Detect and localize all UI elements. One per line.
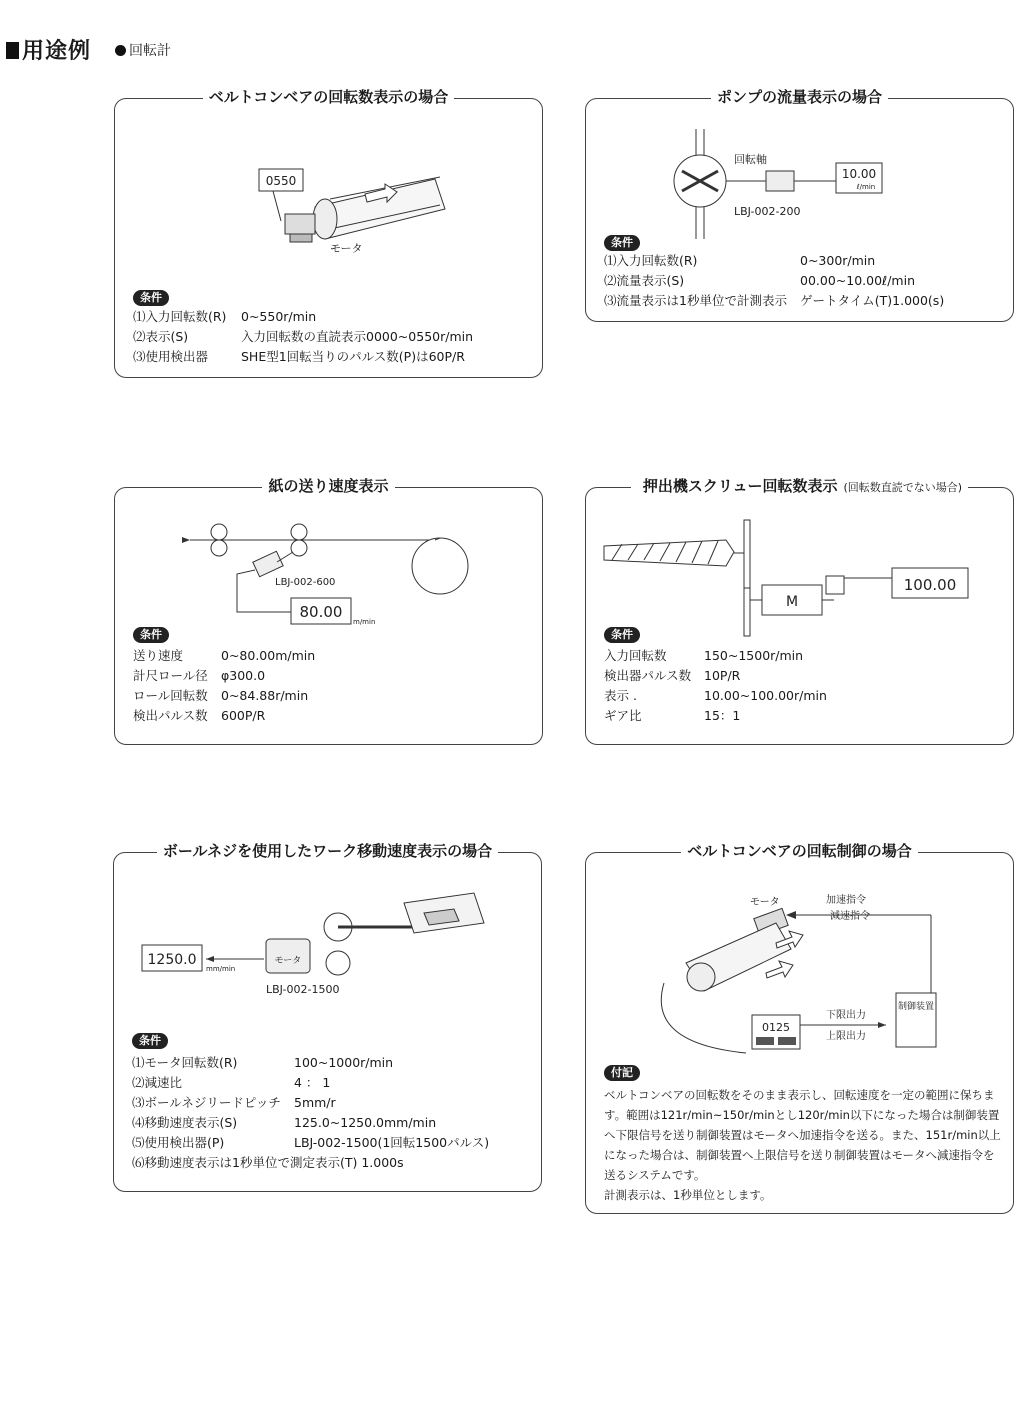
work-speed-display-value: 1250.0 <box>147 952 197 968</box>
lower-limit-output-label: 下限出力 <box>826 1010 866 1021</box>
upper-limit-output-label: 上限出力 <box>826 1031 866 1042</box>
condition-badge: 条件 <box>133 290 169 306</box>
panel-title: 押出機スクリュー回転数表示 <box>637 477 844 495</box>
condition-row: ⑸使用検出器(P) LBJ-002-1500(1回転1500パルス) <box>132 1135 490 1150</box>
condition-row: ⑶流量表示は1秒単位で計測表示 ゲートタイム(T)1.000(s) <box>604 293 945 308</box>
condition-row: ⑴入力回転数(R) 0~550r/min <box>133 309 317 324</box>
panel-title: ベルトコンベアの回転数表示の場合 <box>203 88 454 106</box>
condition-row: ⑹移動速度表示は1秒単位で測定表示(T) 1.000s <box>132 1155 404 1170</box>
motor-label: モータ <box>330 242 363 255</box>
condition-row: 検出器パルス数 10P/R <box>604 668 741 683</box>
panel-ball-screw-speed <box>113 842 542 1192</box>
condition-badge: 条件 <box>132 1033 168 1049</box>
decel-command-label: 減速指令 <box>830 911 870 922</box>
motor-label: モータ <box>750 897 780 908</box>
motor-symbol: M <box>785 594 799 610</box>
condition-list <box>133 307 473 367</box>
condition-row: ⑷移動速度表示(S) 125.0~1250.0mm/min <box>132 1115 437 1130</box>
condition-row: ⑴モータ回転数(R) 100~1000r/min <box>132 1055 394 1070</box>
panel-title: 紙の送り速度表示 <box>262 477 394 495</box>
panel-title-note: (回転数直読でない場合) <box>843 481 963 494</box>
panel-title: ポンプの流量表示の場合 <box>711 88 888 106</box>
note-text: ベルトコンベアの回転数をそのまま表示し、回転速度を一定の範囲に保ちます。範囲は121r/min~150r/minとし120r/min以下になった場合は制御装置へ下限信号を送り制御装置はモータへ加速指令を送る。また、151r/min以上になった場合は、制御装置へ上限信号を送り制御装置はモータへ減速指令を送るシステムです。 計測表示は、1秒単位とします。 <box>604 1088 1001 1202</box>
counter-display-value: 0550 <box>265 174 297 188</box>
motor-label: モータ <box>274 956 302 966</box>
rpm-display-value: 100.00 <box>903 576 957 594</box>
panel-pump-flow <box>585 88 1014 322</box>
condition-row: ⑵表示(S) 入力回転数の直読表示0000~0550r/min <box>133 329 474 344</box>
condition-row: 検出パルス数 600P/R <box>133 708 266 723</box>
condition-row: ⑶使用検出器 SHE型1回転当りのパルス数(P)は60P/R <box>133 349 465 364</box>
panel-title: ボールネジを使用したワーク移動速度表示の場合 <box>157 842 498 860</box>
condition-badge: 条件 <box>604 627 640 643</box>
flow-display-value: 10.00 <box>841 167 877 181</box>
condition-row: 入力回転数 150~1500r/min <box>604 648 804 663</box>
condition-badge: 条件 <box>133 627 169 643</box>
detector-model: LBJ-002-1500 <box>266 983 340 996</box>
condition-row: ⑴入力回転数(R) 0~300r/min <box>604 253 876 268</box>
condition-row: ロール回転数 0~84.88r/min <box>133 688 309 703</box>
condition-list <box>604 646 827 726</box>
detector-model: LBJ-002-600 <box>275 577 336 588</box>
speed-display-value: 80.00 <box>299 603 343 621</box>
condition-list <box>604 251 944 311</box>
flow-unit: ℓ/min <box>856 183 876 191</box>
condition-row: 送り速度 0~80.00m/min <box>133 648 316 663</box>
accel-command-label: 加速指令 <box>826 895 866 906</box>
section-subtitle: 回転計 <box>115 40 171 60</box>
panel-extruder-screw <box>585 477 1014 745</box>
panel-belt-rotation-control <box>585 842 1014 1214</box>
condition-row: 計尺ロール径 φ300.0 <box>133 668 266 683</box>
rpm-display-value: 0125 <box>762 1021 790 1034</box>
condition-list <box>133 646 315 726</box>
work-speed-unit: mm/min <box>206 965 236 973</box>
panel-title: ベルトコンベアの回転制御の場合 <box>681 842 917 860</box>
condition-badge: 条件 <box>604 235 640 251</box>
condition-row: ⑵減速比 4 ： 1 <box>132 1075 331 1090</box>
speed-unit: m/min <box>353 618 376 626</box>
section-heading: 用途例 <box>6 34 91 65</box>
detector-model: LBJ-002-200 <box>734 205 801 218</box>
shaft-label: 回転軸 <box>734 153 767 166</box>
controller-label: 制御装置 <box>897 1002 935 1012</box>
condition-row: 表示 . 10.00~100.00r/min <box>604 688 827 703</box>
condition-row: ギア比 15：1 <box>604 708 741 723</box>
panel-belt-conveyor-speed <box>114 88 543 378</box>
panel-paper-feed-speed <box>114 477 543 745</box>
note-badge: 付記 <box>604 1065 640 1081</box>
condition-row: ⑶ボールネジリードピッチ 5mm/r <box>132 1095 336 1110</box>
condition-row: ⑵流量表示(S) 00.00~10.00ℓ/min <box>604 273 915 288</box>
condition-list <box>132 1053 489 1173</box>
